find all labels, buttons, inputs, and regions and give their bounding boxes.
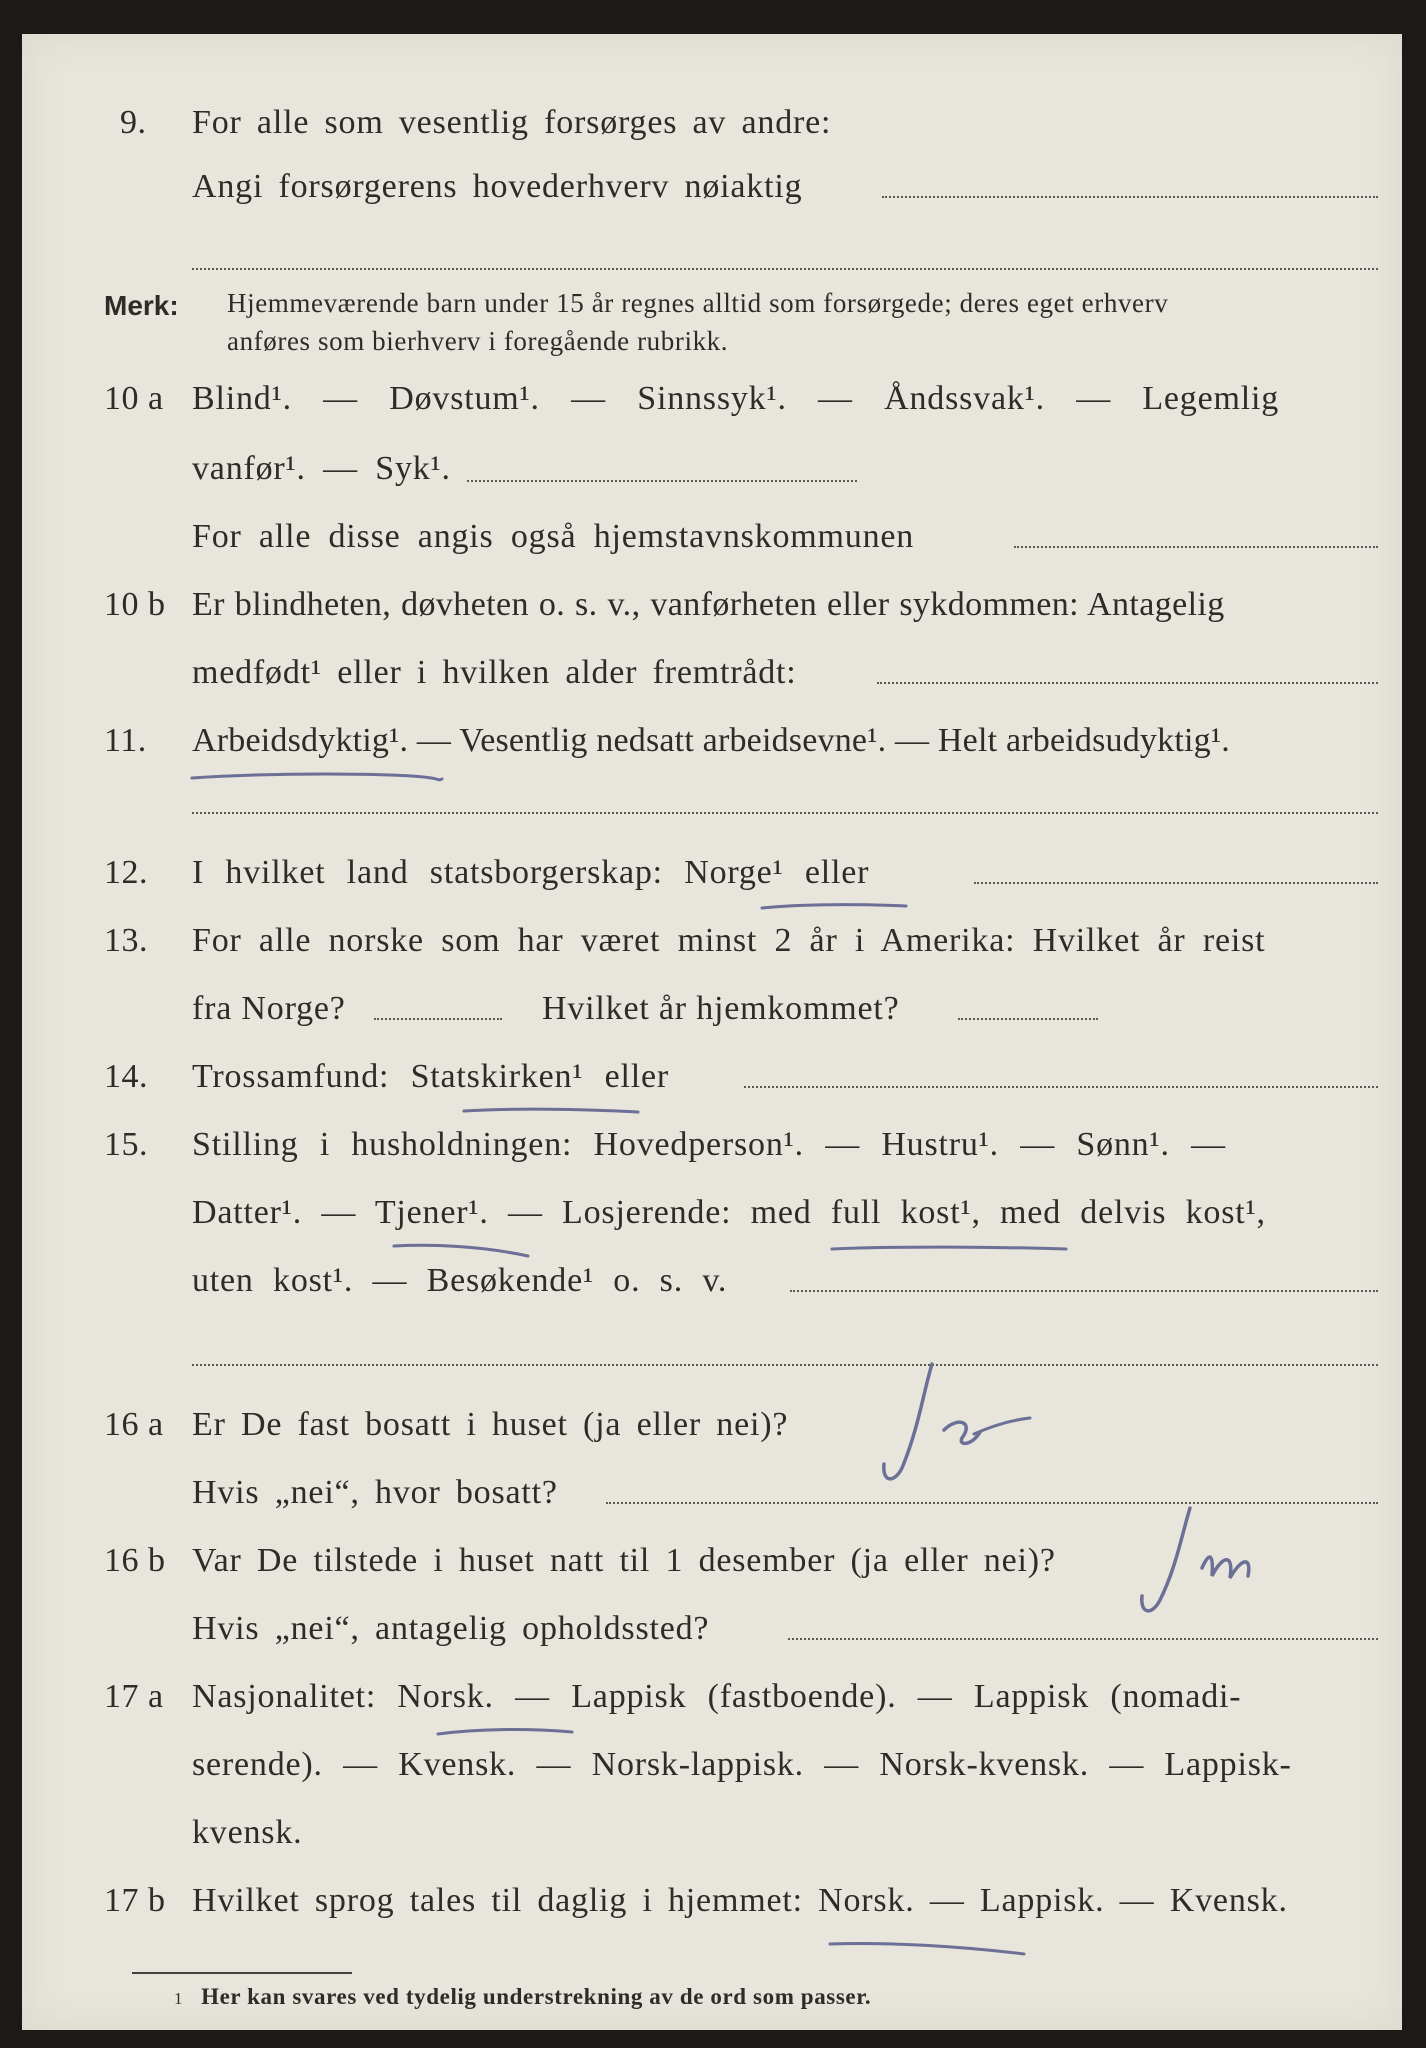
q10a-number: 10 a (104, 380, 164, 417)
q17a-line3: kvensk. (192, 1814, 303, 1851)
q11-line1: Arbeidsdyktig¹. — Vesentlig nedsatt arbeidsevne¹. — Helt arbeidsudyktig¹. (192, 722, 1230, 759)
q11-number: 11. (104, 722, 147, 759)
q15-line1: Stilling i husholdningen: Hovedperson¹. — Hustru¹. — Sønn¹. — (192, 1126, 1226, 1163)
q13-return-line[interactable] (958, 1018, 1098, 1020)
footnote (174, 1984, 871, 2010)
q16a-line2: Hvis „nei“, hvor bosatt? (192, 1474, 558, 1511)
q17a-line1: Nasjonalitet: Norsk. — Lappisk (fastboende). — Lappisk (nomadi- (192, 1678, 1242, 1715)
footnote-rule (132, 1972, 352, 1974)
q14-answer-line[interactable] (744, 1086, 1378, 1088)
q17a-line2: serende). — Kvensk. — Norsk-lappisk. — Norsk-kvensk. — Lappisk- (192, 1746, 1292, 1783)
q17b-pencil-underline (828, 1938, 1028, 1944)
q16b-line1: Var De tilstede i huset natt til 1 desember (ja eller nei)? (192, 1542, 1056, 1579)
q14-pencil-underline (462, 1104, 642, 1110)
q10a-line3: For alle disse angis også hjemstavnskommunen (192, 518, 915, 555)
merk-line1: Hjemmeværende barn under 15 år regnes alltid som forsørgede; deres eget erhverv (227, 288, 1169, 318)
q12-number: 12. (104, 854, 148, 891)
q16b-answer-text: Ja (1130, 1504, 1131, 1505)
merk-label: Merk: (104, 290, 179, 321)
q17b-number: 17 b (104, 1882, 166, 1919)
q13-departure-line[interactable] (374, 1018, 502, 1020)
q15-number: 15. (104, 1126, 148, 1163)
q15-pencil-underline-servant (392, 1240, 532, 1246)
q12-answer-line[interactable] (974, 882, 1378, 884)
q11-pencil-underline (190, 770, 450, 776)
q10b-line2: medfødt¹ eller i hvilken alder fremtrådt: (192, 654, 797, 691)
q14-number: 14. (104, 1058, 148, 1095)
census-form-page (22, 34, 1402, 2030)
q17a-number: 17 a (104, 1678, 164, 1715)
q10a-municipality-line[interactable] (1014, 546, 1378, 548)
q10a-sick-line[interactable] (467, 480, 857, 482)
q10a-line2: vanfør¹. — Syk¹. (192, 450, 451, 487)
q15-line2: Datter¹. — Tjener¹. — Losjerende: med full kost¹, med delvis kost¹, (192, 1194, 1266, 1231)
q16a-answer-text: Ja (862, 1360, 863, 1361)
q16b-line2: Hvis „nei“, antagelig opholdssted? (192, 1610, 710, 1647)
q14-line1: Trossamfund: Statskirken¹ eller (192, 1058, 670, 1095)
q13-number: 13. (104, 922, 148, 959)
q11-answer-line[interactable] (192, 812, 1378, 814)
q13-line2a: fra Norge? (192, 990, 346, 1027)
q9-line2: Angi forsørgerens hovederhverv nøiaktig (192, 168, 803, 205)
q13-line1: For alle norske som har været minst 2 år i Amerika: Hvilket år reist (192, 922, 1266, 959)
q15-pencil-underline-fullboard (830, 1242, 1070, 1248)
q10b-age-line[interactable] (877, 682, 1378, 684)
q9-number: 9. (120, 104, 147, 141)
q15-line3: uten kost¹. — Besøkende¹ o. s. v. (192, 1262, 728, 1299)
q9-line1: For alle som vesentlig forsørges av andre: (192, 104, 832, 141)
q17b-line1: Hvilket sprog tales til daglig i hjemmet: Norsk. — Lappisk. — Kvensk. (192, 1882, 1288, 1919)
q16a-handwritten-answer (862, 1360, 1032, 1495)
q16b-handwritten-answer (1130, 1504, 1290, 1629)
q15-answer-line-2[interactable] (192, 1364, 1378, 1366)
q9-answer-line[interactable] (882, 196, 1378, 198)
q16b-whereabouts-line[interactable] (788, 1638, 1378, 1640)
q10a-line1: Blind¹. — Døvstum¹. — Sinnssyk¹. — Åndssvak¹. — Legemlig (192, 380, 1280, 417)
q15-answer-line[interactable] (790, 1290, 1378, 1292)
q13-line2b: Hvilket år hjemkommet? (542, 990, 900, 1027)
footnote-mark: 1 (174, 1989, 184, 2008)
q16a-line1: Er De fast bosatt i huset (ja eller nei)? (192, 1406, 789, 1443)
q16a-number: 16 a (104, 1406, 164, 1443)
q16b-number: 16 b (104, 1542, 166, 1579)
q17a-pencil-underline (436, 1724, 576, 1730)
q10b-line1: Er blindheten, døvheten o. s. v., vanførheten eller sykdommen: Antagelig (192, 586, 1225, 623)
q10b-number: 10 b (104, 586, 166, 623)
q12-line1: I hvilket land statsborgerskap: Norge¹ eller (192, 854, 870, 891)
footnote-text: Her kan svares ved tydelig understrekning av de ord som passer. (201, 1984, 872, 2009)
q12-pencil-underline (760, 900, 910, 906)
q9-answer-line-2[interactable] (192, 268, 1378, 270)
merk-line2: anføres som bierhverv i foregående rubrikk. (227, 326, 729, 356)
